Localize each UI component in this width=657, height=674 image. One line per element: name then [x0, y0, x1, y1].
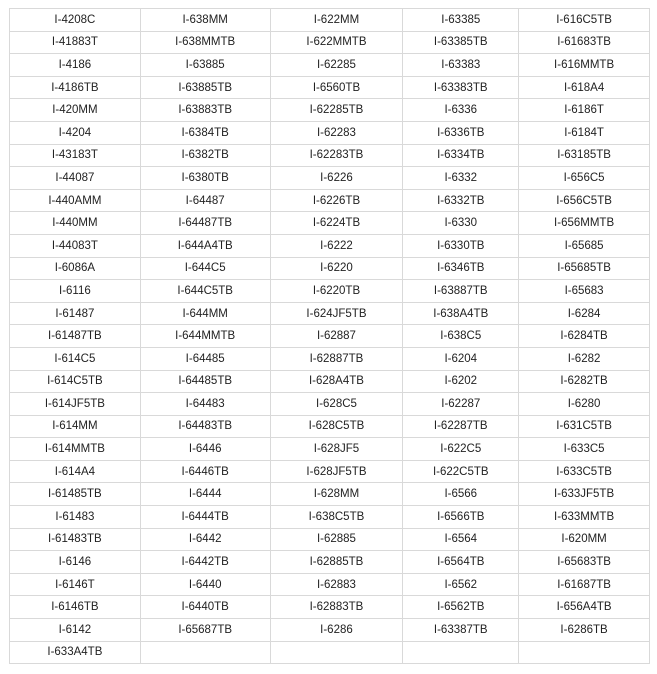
- table-row: [10, 393, 650, 416]
- table-cell: I-622MMTB: [270, 31, 403, 54]
- table-cell: I-6226: [270, 167, 403, 190]
- table-cell: I-6204: [403, 347, 519, 370]
- table-cell: I-6334TB: [403, 144, 519, 167]
- table-cell: I-616C5TB: [519, 9, 650, 32]
- table-cell: I-440AMM: [10, 189, 141, 212]
- table-cell: I-6566TB: [403, 506, 519, 529]
- table-cell: I-628JF5: [270, 438, 403, 461]
- table-cell: I-6446TB: [140, 460, 270, 483]
- table-cell: I-61487TB: [10, 325, 141, 348]
- table-cell: I-6440TB: [140, 596, 270, 619]
- table-cell: I-6384TB: [140, 121, 270, 144]
- table-cell: I-62887TB: [270, 347, 403, 370]
- table-cell: I-628JF5TB: [270, 460, 403, 483]
- table-cell: I-6380TB: [140, 167, 270, 190]
- table-cell: I-63387TB: [403, 619, 519, 642]
- table-cell: I-6186T: [519, 99, 650, 122]
- table-cell: I-62287: [403, 393, 519, 416]
- table-row: [10, 483, 650, 506]
- part-number-table: [9, 8, 650, 664]
- table-cell: I-614A4: [10, 460, 141, 483]
- table-cell: I-633JF5TB: [519, 483, 650, 506]
- table-row: [10, 370, 650, 393]
- table-cell: I-633MMTB: [519, 506, 650, 529]
- table-cell: I-4186TB: [10, 76, 141, 99]
- table-cell: I-63883TB: [140, 99, 270, 122]
- table-row: [10, 302, 650, 325]
- table-cell: I-63383: [403, 54, 519, 77]
- table-cell: I-64485: [140, 347, 270, 370]
- table-row: [10, 438, 650, 461]
- table-row: [10, 99, 650, 122]
- table-cell: I-6146: [10, 551, 141, 574]
- table-cell: I-6330: [403, 212, 519, 235]
- table-cell: I-6564TB: [403, 551, 519, 574]
- table-row: [10, 347, 650, 370]
- table-cell: I-64485TB: [140, 370, 270, 393]
- table-cell: I-6382TB: [140, 144, 270, 167]
- table-cell: I-62883: [270, 573, 403, 596]
- table-cell: I-62883TB: [270, 596, 403, 619]
- table-cell: I-64487TB: [140, 212, 270, 235]
- table-row: [10, 460, 650, 483]
- table-cell: I-6442TB: [140, 551, 270, 574]
- table-cell: I-638A4TB: [403, 302, 519, 325]
- table-cell: I-6282TB: [519, 370, 650, 393]
- table-cell: I-440MM: [10, 212, 141, 235]
- table-cell: I-61687TB: [519, 573, 650, 596]
- table-cell: I-622C5TB: [403, 460, 519, 483]
- table-cell: I-61483TB: [10, 528, 141, 551]
- table-cell: I-4208C: [10, 9, 141, 32]
- table-row: [10, 234, 650, 257]
- table-cell: I-614C5TB: [10, 370, 141, 393]
- table-cell: I-6442: [140, 528, 270, 551]
- table-cell: I-6284TB: [519, 325, 650, 348]
- table-cell: I-644MMTB: [140, 325, 270, 348]
- table-cell: I-638C5TB: [270, 506, 403, 529]
- table-cell: I-6332TB: [403, 189, 519, 212]
- table-row: [10, 551, 650, 574]
- table-cell: I-63185TB: [519, 144, 650, 167]
- table-cell: I-616MMTB: [519, 54, 650, 77]
- table-cell: I-6440: [140, 573, 270, 596]
- table-cell: [270, 641, 403, 664]
- table-row: [10, 596, 650, 619]
- table-cell: I-6444: [140, 483, 270, 506]
- table-cell: I-6286TB: [519, 619, 650, 642]
- table-cell: I-614MMTB: [10, 438, 141, 461]
- table-row: [10, 619, 650, 642]
- table-cell: I-4204: [10, 121, 141, 144]
- table-cell: I-6562: [403, 573, 519, 596]
- table-row: [10, 76, 650, 99]
- table-cell: I-614JF5TB: [10, 393, 141, 416]
- table-cell: I-618A4: [519, 76, 650, 99]
- table-cell: I-44083T: [10, 234, 141, 257]
- table-cell: I-6280: [519, 393, 650, 416]
- table-cell: I-628C5: [270, 393, 403, 416]
- table-cell: I-6562TB: [403, 596, 519, 619]
- table-cell: I-63885: [140, 54, 270, 77]
- table-row: [10, 573, 650, 596]
- table-cell: I-656MMTB: [519, 212, 650, 235]
- table-cell: I-65683TB: [519, 551, 650, 574]
- table-cell: I-6566: [403, 483, 519, 506]
- table-cell: I-6560TB: [270, 76, 403, 99]
- table-cell: I-62285: [270, 54, 403, 77]
- table-cell: I-62283TB: [270, 144, 403, 167]
- table-cell: I-622MM: [270, 9, 403, 32]
- table-cell: I-65685TB: [519, 257, 650, 280]
- table-cell: I-62887: [270, 325, 403, 348]
- table-cell: I-43183T: [10, 144, 141, 167]
- table-cell: I-644C5: [140, 257, 270, 280]
- table-cell: I-644A4TB: [140, 234, 270, 257]
- table-cell: I-656C5: [519, 167, 650, 190]
- table-cell: [403, 641, 519, 664]
- table-cell: I-628C5TB: [270, 415, 403, 438]
- table-cell: I-6116: [10, 280, 141, 303]
- table-cell: I-61483: [10, 506, 141, 529]
- table-cell: I-6226TB: [270, 189, 403, 212]
- table-cell: I-6346TB: [403, 257, 519, 280]
- table-cell: I-61487: [10, 302, 141, 325]
- table-cell: I-6142: [10, 619, 141, 642]
- table-row: [10, 415, 650, 438]
- table-cell: I-614C5: [10, 347, 141, 370]
- table-cell: I-65685: [519, 234, 650, 257]
- table-cell: I-62885: [270, 528, 403, 551]
- table-cell: I-63385: [403, 9, 519, 32]
- table-cell: I-6336: [403, 99, 519, 122]
- table-cell: I-64483TB: [140, 415, 270, 438]
- table-cell: I-41883T: [10, 31, 141, 54]
- part-number-table-body: [10, 9, 650, 664]
- table-cell: I-6146T: [10, 573, 141, 596]
- table-cell: I-44087: [10, 167, 141, 190]
- table-row: [10, 528, 650, 551]
- table-row: [10, 144, 650, 167]
- table-cell: I-6220TB: [270, 280, 403, 303]
- table-row: [10, 9, 650, 32]
- table-cell: I-6284: [519, 302, 650, 325]
- table-cell: I-633A4TB: [10, 641, 141, 664]
- table-cell: I-64487: [140, 189, 270, 212]
- table-cell: I-638MMTB: [140, 31, 270, 54]
- table-cell: I-633C5: [519, 438, 650, 461]
- table-cell: I-6224TB: [270, 212, 403, 235]
- table-cell: [140, 641, 270, 664]
- table-cell: I-6220: [270, 257, 403, 280]
- table-cell: I-62287TB: [403, 415, 519, 438]
- table-cell: I-6446: [140, 438, 270, 461]
- table-cell: I-420MM: [10, 99, 141, 122]
- table-cell: I-62285TB: [270, 99, 403, 122]
- table-cell: [519, 641, 650, 664]
- table-cell: I-614MM: [10, 415, 141, 438]
- table-cell: I-62283: [270, 121, 403, 144]
- table-row: [10, 121, 650, 144]
- table-cell: I-631C5TB: [519, 415, 650, 438]
- table-cell: I-63383TB: [403, 76, 519, 99]
- table-row: [10, 54, 650, 77]
- table-cell: I-62885TB: [270, 551, 403, 574]
- table-cell: I-63887TB: [403, 280, 519, 303]
- table-row: [10, 31, 650, 54]
- table-cell: I-65687TB: [140, 619, 270, 642]
- table-cell: I-633C5TB: [519, 460, 650, 483]
- table-row: [10, 257, 650, 280]
- table-cell: I-6336TB: [403, 121, 519, 144]
- table-cell: I-4186: [10, 54, 141, 77]
- table-cell: I-656C5TB: [519, 189, 650, 212]
- table-row: [10, 641, 650, 664]
- table-cell: I-638MM: [140, 9, 270, 32]
- table-cell: I-6330TB: [403, 234, 519, 257]
- table-cell: I-6282: [519, 347, 650, 370]
- table-row: [10, 325, 650, 348]
- table-cell: I-6332: [403, 167, 519, 190]
- table-cell: I-6444TB: [140, 506, 270, 529]
- table-cell: I-63885TB: [140, 76, 270, 99]
- table-cell: I-61485TB: [10, 483, 141, 506]
- table-cell: I-6086A: [10, 257, 141, 280]
- table-row: [10, 506, 650, 529]
- table-cell: I-6202: [403, 370, 519, 393]
- table-cell: I-628MM: [270, 483, 403, 506]
- table-cell: I-64483: [140, 393, 270, 416]
- table-cell: I-644C5TB: [140, 280, 270, 303]
- table-cell: I-628A4TB: [270, 370, 403, 393]
- table-cell: I-63385TB: [403, 31, 519, 54]
- table-cell: I-620MM: [519, 528, 650, 551]
- table-row: [10, 212, 650, 235]
- table-cell: I-622C5: [403, 438, 519, 461]
- table-cell: I-61683TB: [519, 31, 650, 54]
- table-row: [10, 280, 650, 303]
- table-cell: I-6146TB: [10, 596, 141, 619]
- table-cell: I-644MM: [140, 302, 270, 325]
- table-cell: I-6222: [270, 234, 403, 257]
- table-cell: I-6564: [403, 528, 519, 551]
- table-cell: I-638C5: [403, 325, 519, 348]
- table-cell: I-656A4TB: [519, 596, 650, 619]
- table-cell: I-6184T: [519, 121, 650, 144]
- table-row: [10, 167, 650, 190]
- table-cell: I-624JF5TB: [270, 302, 403, 325]
- table-row: [10, 189, 650, 212]
- table-cell: I-65683: [519, 280, 650, 303]
- table-cell: I-6286: [270, 619, 403, 642]
